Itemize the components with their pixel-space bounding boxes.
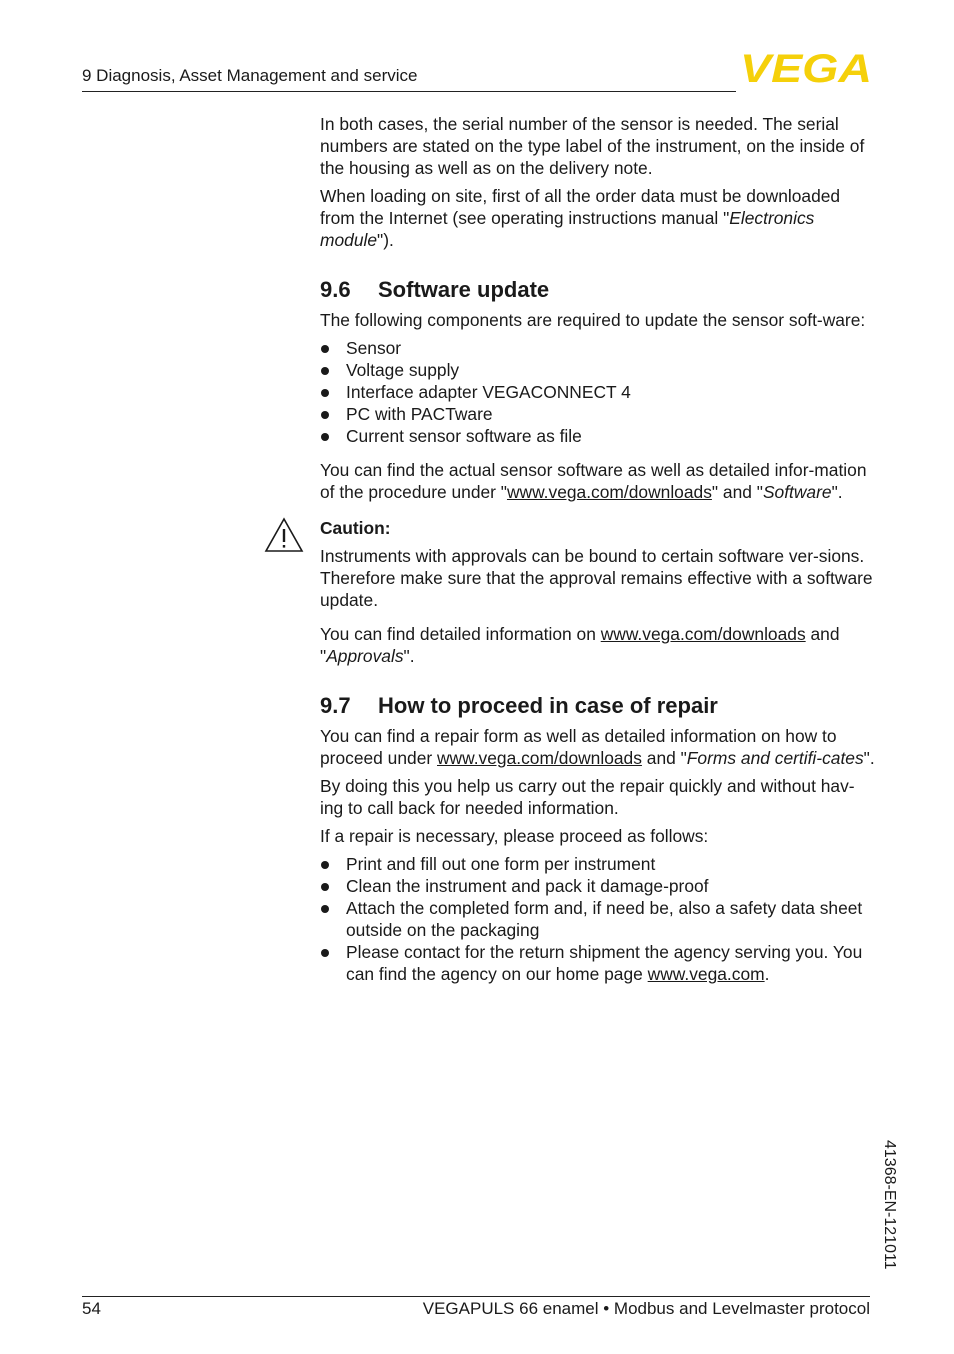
software-find-paragraph: You can find the actual sensor software as well as detailed infor-mation of the procedure under "www.vega.com/downloads" and "Software".: [320, 460, 867, 502]
downloads-link[interactable]: www.vega.com/downloads: [506, 482, 712, 502]
page-number: 54: [82, 1299, 101, 1318]
footer-doc-title: VEGAPULS 66 enamel • Modbus and Levelmaster protocol: [422, 1299, 870, 1318]
vega-logo: [740, 50, 874, 86]
approvals-paragraph: You can find detailed information on www.vega.com/downloads and "Approvals".: [320, 624, 840, 666]
repair-paragraph-2: By doing this you help us carry out the repair quickly and without hav-ing to call back for needed information.: [320, 776, 855, 818]
list-item: Clean the instrument and pack it damage-proof: [320, 875, 876, 897]
caution-text: Instruments with approvals can be bound to certain software ver-sions. Therefore make sure that the approval remains effective with a software update.: [320, 546, 873, 610]
list-item: Current sensor software as file: [320, 425, 876, 447]
downloads-link[interactable]: www.vega.com/downloads: [437, 748, 642, 768]
list-item: Voltage supply: [320, 359, 876, 381]
section-heading-9-6: 9.6 Software update: [320, 277, 550, 302]
list-item: Print and fill out one form per instrument: [320, 853, 876, 875]
caution-block: [320, 517, 876, 667]
home-page-link[interactable]: www.vega.com: [647, 964, 765, 984]
repair-paragraph-1: You can find a repair form as well as detailed information on how to proceed under www.vega.com/downloads and "Forms and certifi-cates".: [320, 726, 875, 768]
repair-steps-list: [320, 853, 876, 985]
svg-text:VEGA: VEGA: [740, 50, 872, 86]
downloads-link[interactable]: www.vega.com/downloads: [600, 624, 806, 644]
footer-rule: [82, 1296, 870, 1297]
caution-title: Caution:: [320, 518, 391, 538]
software-components-list: [320, 337, 876, 447]
warning-triangle-icon: [264, 517, 304, 553]
intro-paragraph-2: When loading on site, first of all the order data must be downloaded from the Internet (see operating instructions manual "Electronics module").: [320, 186, 841, 250]
section-heading-9-7: 9.7 How to proceed in case of repair: [320, 693, 718, 718]
doc-code: 41368-EN-121011: [881, 1140, 898, 1270]
intro-paragraph-1: In both cases, the serial number of the sensor is needed. The serial numbers are stated on the type label of the instrument, on the inside of the housing as well as on the delivery note.: [320, 114, 865, 178]
list-item: Attach the completed form and, if need be, also a safety data sheet outside on the packaging: [320, 897, 876, 941]
list-item: PC with PACTware: [320, 403, 876, 425]
list-item: Please contact for the return shipment the agency serving you. You can find the agency on our home page www.vega.com.: [320, 941, 876, 985]
software-update-lead: The following components are required to update the sensor soft-ware:: [320, 310, 866, 330]
header-section-title: 9 Diagnosis, Asset Management and service: [82, 66, 418, 85]
repair-paragraph-3: If a repair is necessary, please proceed as follows:: [320, 826, 709, 846]
list-item: Sensor: [320, 337, 876, 359]
list-item: Interface adapter VEGACONNECT 4: [320, 381, 876, 403]
main-content: [320, 113, 876, 997]
header-rule: [82, 91, 736, 92]
